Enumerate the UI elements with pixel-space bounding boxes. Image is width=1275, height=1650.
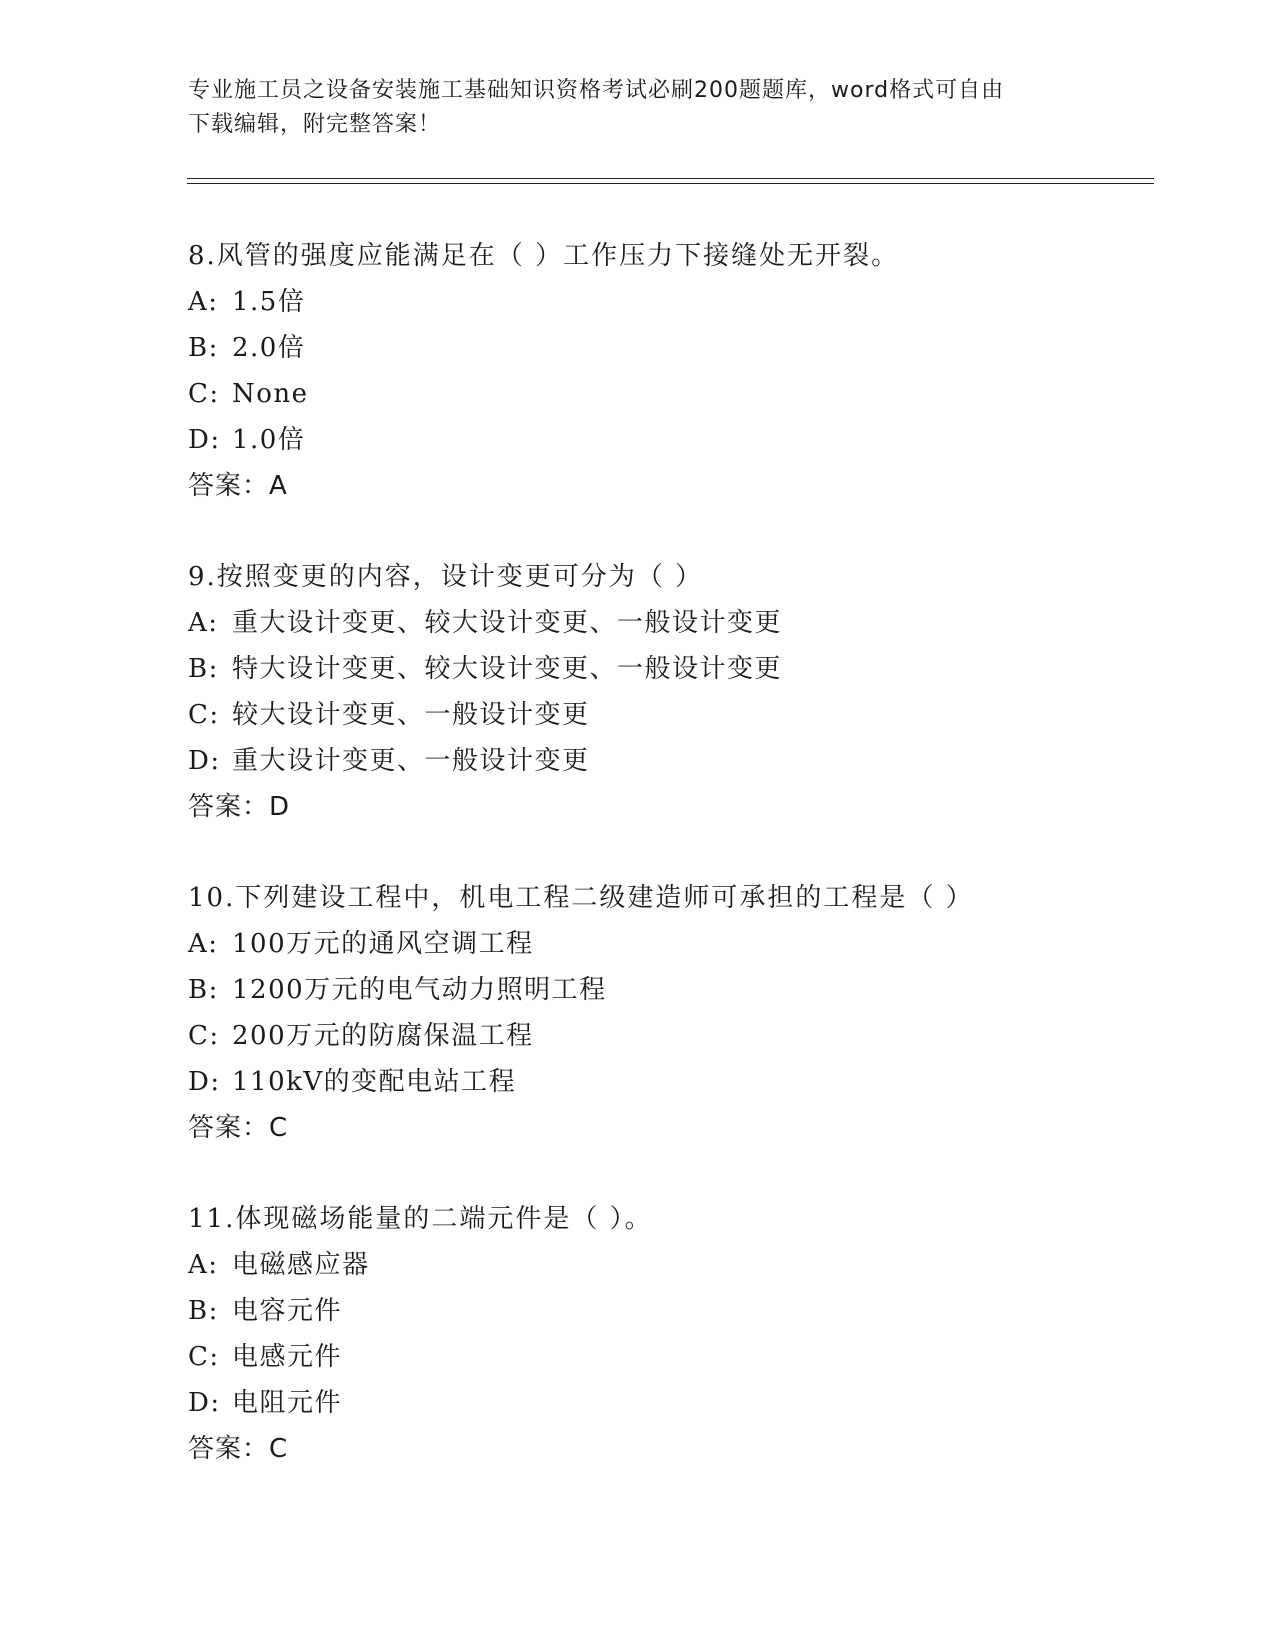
option-d: [188, 417, 1148, 463]
option-a: [188, 1242, 1148, 1288]
option-a: [188, 921, 1148, 967]
option-key: B:: [188, 654, 219, 684]
option-d: [188, 1059, 1148, 1105]
option-key: D:: [188, 746, 221, 776]
question-10: [188, 875, 1148, 1151]
option-key: A:: [188, 929, 219, 959]
answer-line: 答案：A: [188, 471, 288, 501]
option-key: A:: [188, 287, 219, 317]
question-stem: 9.按照变更的内容，设计变更可分为（ ）: [188, 562, 704, 592]
option-text: 110kV的变配电站工程: [232, 1067, 517, 1097]
option-key: B:: [188, 333, 219, 363]
question-11: [188, 1196, 1148, 1472]
option-c: [188, 692, 1148, 738]
option-c: [188, 1013, 1148, 1059]
option-b: [188, 967, 1148, 1013]
question-8: [188, 233, 1148, 509]
answer-line: 答案：D: [188, 792, 291, 822]
answer-line: 答案：C: [188, 1113, 289, 1143]
option-text: 电感元件: [232, 1342, 343, 1372]
option-text: 1.5倍: [232, 287, 306, 317]
option-key: A:: [188, 608, 219, 638]
option-key: B:: [188, 975, 219, 1005]
option-text: 较大设计变更、一般设计变更: [232, 700, 590, 730]
option-text: 电阻元件: [232, 1388, 343, 1418]
option-a: [188, 600, 1148, 646]
option-key: A:: [188, 1250, 219, 1280]
document-header: [188, 74, 1068, 142]
option-b: [188, 646, 1148, 692]
option-text: 电磁感应器: [232, 1250, 370, 1280]
option-key: B:: [188, 1296, 219, 1326]
option-d: [188, 738, 1148, 784]
option-b: [188, 1288, 1148, 1334]
question-stem: 8.风管的强度应能满足在（ ）工作压力下接缝处无开裂。: [188, 241, 900, 271]
option-key: D:: [188, 425, 221, 455]
option-text: None: [232, 379, 309, 409]
option-key: D:: [188, 1388, 221, 1418]
question-stem: 11.体现磁场能量的二端元件是（ ）。: [188, 1204, 653, 1234]
option-text: 特大设计变更、较大设计变更、一般设计变更: [232, 654, 783, 684]
option-text: 100万元的通风空调工程: [232, 929, 534, 959]
answer-line: 答案：C: [188, 1434, 289, 1464]
option-key: D:: [188, 1067, 221, 1097]
question-stem: 10.下列建设工程中，机电工程二级建造师可承担的工程是（ ）: [188, 883, 974, 913]
option-a: [188, 279, 1148, 325]
option-text: 1200万元的电气动力照明工程: [232, 975, 607, 1005]
option-text: 1.0倍: [232, 425, 306, 455]
question-9: [188, 554, 1148, 830]
option-key: C:: [188, 1021, 220, 1051]
option-key: C:: [188, 379, 220, 409]
option-text: 2.0倍: [232, 333, 306, 363]
option-text: 重大设计变更、较大设计变更、一般设计变更: [232, 608, 783, 638]
header-line-2: 下载编辑，附完整答案！: [188, 112, 442, 137]
header-divider-top: [187, 178, 1154, 179]
option-text: 重大设计变更、一般设计变更: [232, 746, 590, 776]
option-c: [188, 371, 1148, 417]
option-text: 电容元件: [232, 1296, 343, 1326]
header-line-1: 专业施工员之设备安装施工基础知识资格考试必刷200题题库，word格式可自由: [188, 78, 1005, 103]
option-key: C:: [188, 1342, 220, 1372]
option-d: [188, 1380, 1148, 1426]
question-list: [188, 233, 1148, 1517]
option-text: 200万元的防腐保温工程: [232, 1021, 534, 1051]
header-divider-bottom: [187, 183, 1154, 184]
option-c: [188, 1334, 1148, 1380]
option-b: [188, 325, 1148, 371]
option-key: C:: [188, 700, 220, 730]
